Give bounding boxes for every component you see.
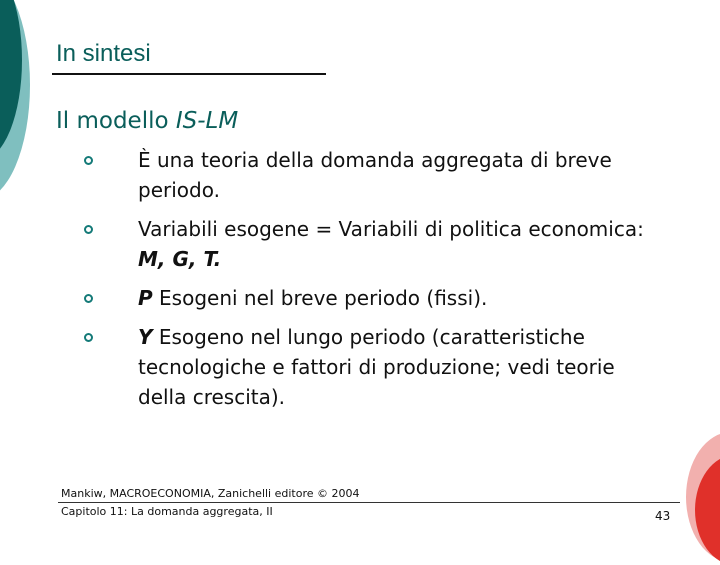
heading-model-name: IS-LM	[175, 108, 239, 134]
bullet-item	[84, 322, 644, 412]
title-underline	[52, 73, 326, 75]
bullet-circle-icon	[84, 294, 93, 303]
footer-chapter: Capitolo 11: La domanda aggregata, II	[61, 505, 273, 518]
bullet-emphasis: Y	[138, 325, 153, 349]
footer-citation: Mankiw, MACROECONOMIA, Zanichelli editore © 2004	[61, 487, 360, 500]
bullet-list	[84, 145, 644, 421]
bullet-circle-icon	[84, 333, 93, 342]
bullet-item	[84, 145, 644, 205]
bullet-text: Esogeni nel breve periodo (fissi).	[152, 286, 488, 310]
bullet-text: Variabili esogene = Variabili di politica economica:	[138, 217, 644, 241]
footer-divider	[58, 502, 680, 503]
page-number: 43	[655, 509, 671, 523]
bullet-circle-icon	[84, 156, 93, 165]
bullet-item	[84, 283, 644, 313]
heading-prefix: Il modello	[56, 108, 176, 134]
section-heading	[56, 108, 238, 134]
bullet-circle-icon	[84, 225, 93, 234]
bullet-text: Esogeno nel lungo periodo (caratteristiche tecnologiche e fattori di produzione; vedi teorie della crescita).	[138, 325, 615, 409]
slide-title: In sintesi	[56, 40, 151, 67]
bullet-item	[84, 214, 644, 274]
bullet-emphasis: M, G, T.	[138, 247, 222, 271]
bullet-text: È una teoria della domanda aggregata di breve periodo.	[138, 148, 612, 202]
bullet-emphasis: P	[138, 286, 153, 310]
